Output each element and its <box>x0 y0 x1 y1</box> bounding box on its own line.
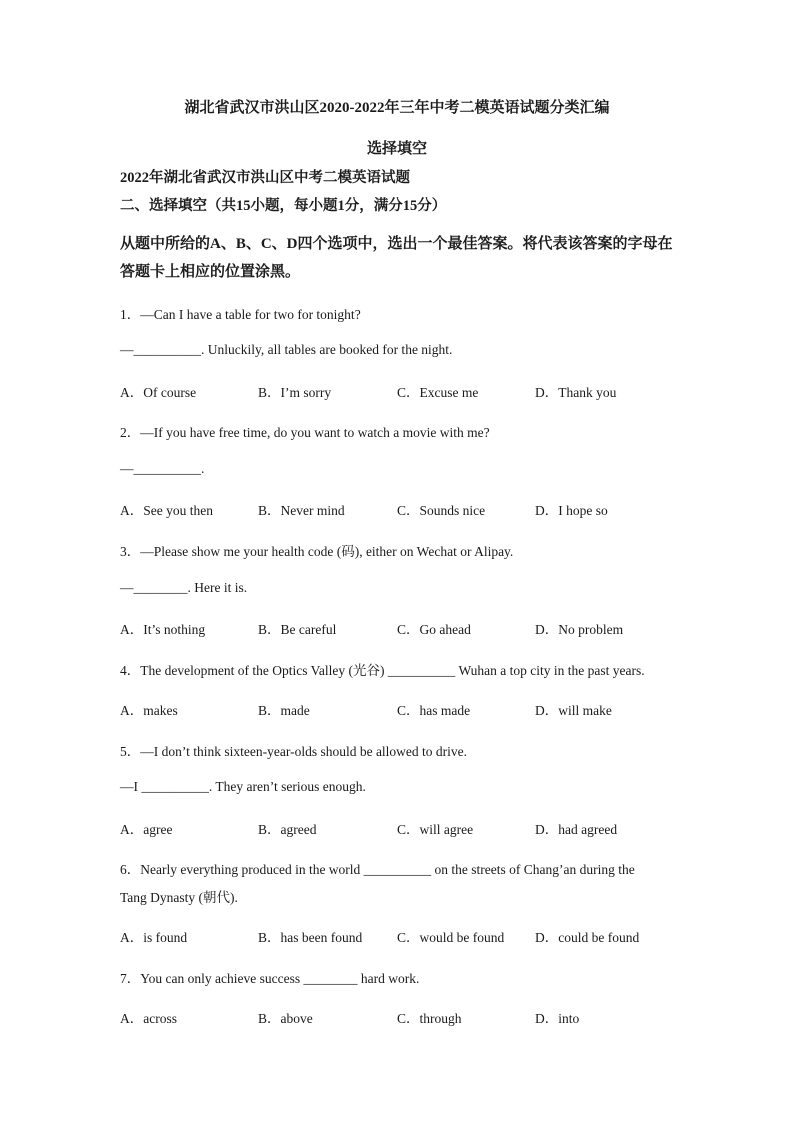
question-6-stem: 6．Nearly everything produced in the world __________ on the streets of Chang’an during the <box>120 862 635 877</box>
question-6-options <box>120 926 680 944</box>
option-d: D．Thank you <box>535 385 617 400</box>
option-a: A．Of course <box>120 385 197 400</box>
option-a: A．makes <box>120 703 178 718</box>
instruction-text: 从题中所给的A、B、C、D四个选项中，选出一个最佳答案。将代表该答案的字母在答题卡上相应的位置涂黑。 <box>120 236 673 280</box>
option-a: A．agree <box>120 822 173 837</box>
question-2-options <box>120 499 680 517</box>
question-1-options <box>120 381 680 399</box>
option-c: C．through <box>397 1011 462 1026</box>
option-c: C．has made <box>397 703 471 718</box>
option-b: B．has been found <box>258 930 363 945</box>
question-1-stem: 1．—Can I have a table for two for tonight? <box>120 307 361 322</box>
question-4-stem: 4．The development of the Optics Valley (光谷) __________ Wuhan a top city in the past years. <box>120 663 645 678</box>
option-c: C．Sounds nice <box>397 503 486 518</box>
exam-heading: 2022年湖北省武汉市洪山区中考二模英语试题 <box>120 170 410 186</box>
option-b: B．above <box>258 1011 313 1026</box>
question-3-stem: 3．—Please show me your health code (码), either on Wechat or Alipay. <box>120 544 514 559</box>
option-a: A．It’s nothing <box>120 622 206 637</box>
option-c: C．would be found <box>397 930 505 945</box>
section-heading: 二、选择填空（共15小题，每小题1分，满分15分） <box>120 198 447 214</box>
question-2-stem: 2．—If you have free time, do you want to watch a movie with me? <box>120 425 490 440</box>
option-a: A．across <box>120 1011 177 1026</box>
option-b: B．made <box>258 703 310 718</box>
question-7-options <box>120 1007 680 1025</box>
option-d: D．could be found <box>535 930 640 945</box>
question-7-stem: 7．You can only achieve success ________ hard work. <box>120 971 420 986</box>
option-d: D．into <box>535 1011 580 1026</box>
question-5-stem: 5．—I don’t think sixteen-year-olds should be allowed to drive. <box>120 744 468 759</box>
option-b: B．agreed <box>258 822 317 837</box>
question-3-options <box>120 618 680 636</box>
option-d: D．will make <box>535 703 612 718</box>
option-c: C．Go ahead <box>397 622 471 637</box>
document-subtitle: 选择填空 <box>366 141 427 157</box>
question-2-response: —__________. <box>120 461 205 476</box>
question-5-response: —I __________. They aren’t serious enough. <box>120 779 366 794</box>
option-a: A．is found <box>120 930 188 945</box>
option-c: C．Excuse me <box>397 385 479 400</box>
question-4-options <box>120 699 680 717</box>
option-b: B．Never mind <box>258 503 345 518</box>
document-title: 湖北省武汉市洪山区2020-2022年三年中考二模英语试题分类汇编 <box>184 100 610 116</box>
option-d: D．No problem <box>535 622 624 637</box>
question-1-response: —__________. Unluckily, all tables are booked for the night. <box>120 342 453 357</box>
option-b: B．Be careful <box>258 622 337 637</box>
question-6-stem-continued: Tang Dynasty (朝代). <box>120 890 238 905</box>
option-a: A．See you then <box>120 503 213 518</box>
question-5-options <box>120 818 680 836</box>
option-d: D．had agreed <box>535 822 618 837</box>
option-c: C．will agree <box>397 822 474 837</box>
option-d: D．I hope so <box>535 503 608 518</box>
question-3-response: —________. Here it is. <box>120 580 248 595</box>
option-b: B．I’m sorry <box>258 385 332 400</box>
